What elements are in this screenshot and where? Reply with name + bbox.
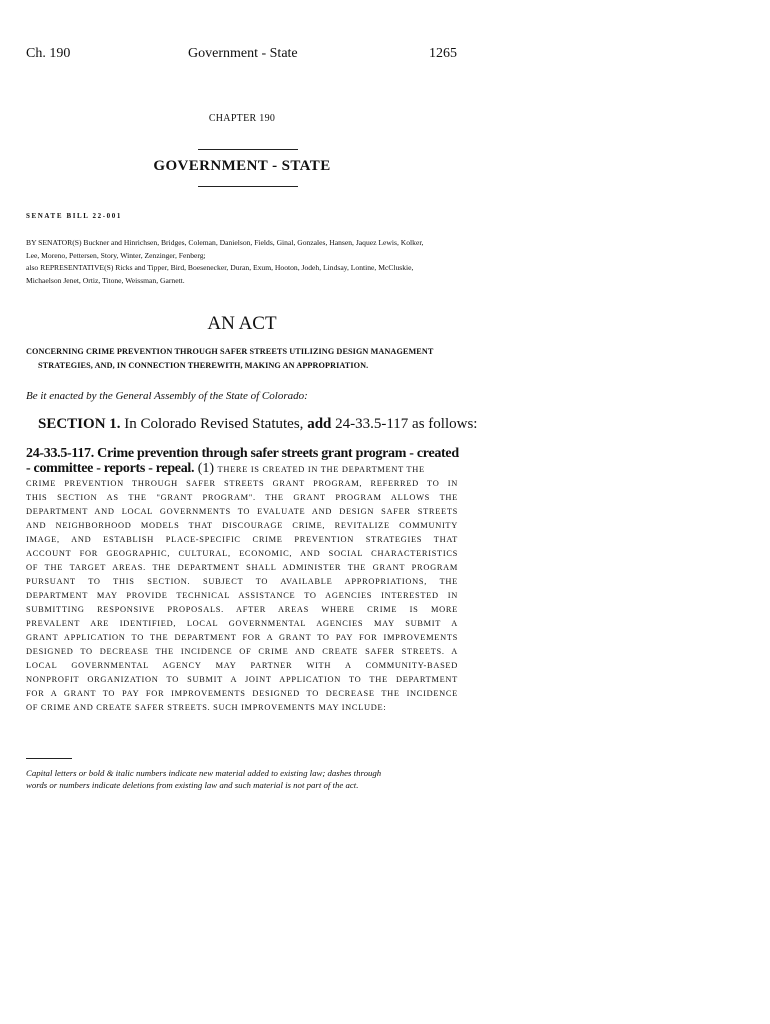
footnote-line: Capital letters or bold & italic numbers indicate new material added to existing law; dashes through: [26, 768, 382, 778]
enacting-clause: Be it enacted by the General Assembly of the State of Colorado:: [26, 390, 308, 402]
running-header-subject: Government - State: [188, 46, 298, 61]
statute-body-line: AND NEIGHBORHOOD MODELS THAT DISCOURAGE CRIME, REVITALIZE COMMUNITY: [26, 521, 458, 530]
subsection-number: (1): [194, 461, 218, 476]
running-header-chapter: Ch. 190: [26, 46, 71, 61]
section-text-before: In Colorado Revised Statutes,: [120, 416, 308, 432]
statute-body-line: DEPARTMENT AND LOCAL GOVERNMENTS TO EVALUATE AND DESIGN SAFER STREETS: [26, 507, 458, 516]
concerning-line: STRATEGIES, AND, IN CONNECTION THEREWITH, MAKING AN APPROPRIATION.: [38, 360, 369, 370]
statute-text: [26, 446, 458, 715]
statute-body-line: PREVALENT ARE IDENTIFIED, LOCAL GOVERNMENTAL AGENCIES MAY SUBMIT A: [26, 619, 458, 628]
title-rule-top: [198, 149, 298, 150]
statute-body: [26, 477, 458, 715]
statute-heading-line: [26, 461, 458, 477]
statute-body-line: NONPROFIT ORGANIZATION TO SUBMIT A JOINT APPLICATION TO THE DEPARTMENT: [26, 675, 458, 684]
section-text-after: 24-33.5-117 as follows:: [331, 416, 478, 432]
statute-body-line: OF THE TARGET AREAS. THE DEPARTMENT SHALL ADMINISTER THE GRANT PROGRAM: [26, 563, 458, 572]
statute-heading-cont: - committee - reports - repeal.: [26, 461, 195, 476]
statute-body-line: OF CRIME AND CREATE SAFER STREETS. SUCH IMPROVEMENTS MAY INCLUDE:: [26, 703, 387, 712]
footnote: [26, 767, 456, 791]
section-label: SECTION 1.: [38, 416, 121, 432]
statute-heading: 24-33.5-117. Crime prevention through safer streets grant program - created: [26, 446, 459, 461]
statute-body-first: THERE IS CREATED IN THE DEPARTMENT THE: [217, 465, 425, 474]
sponsors-block: [26, 237, 464, 287]
statute-heading-line: [26, 446, 458, 461]
statute-body-line: GRANT APPLICATION TO THE DEPARTMENT FOR A GRANT TO PAY FOR IMPROVEMENTS: [26, 633, 458, 642]
statute-body-line: CRIME PREVENTION THROUGH SAFER STREETS GRANT PROGRAM, REFERRED TO IN: [26, 479, 458, 488]
statute-body-line: SUBMITTING RESPONSIVE PROPOSALS. AFTER AREAS WHERE CRIME IS MORE: [26, 605, 458, 614]
title-rule-bottom: [198, 186, 298, 187]
page-number: 1265: [429, 46, 457, 61]
statute-body-line: FOR A GRANT TO PAY FOR IMPROVEMENTS DESIGNED TO DECREASE THE INCIDENCE: [26, 689, 458, 698]
sponsors-line: Michaelson Jenet, Ortiz, Titone, Weissman, Garnett.: [26, 275, 185, 285]
statute-body-line: PURSUANT TO THIS SECTION. SUBJECT TO AVAILABLE APPROPRIATIONS, THE: [26, 577, 458, 586]
footnote-rule: [26, 758, 72, 759]
sponsors-line: Lee, Moreno, Pettersen, Story, Winter, Zenzinger, Fenberg;: [26, 250, 206, 260]
act-heading: AN ACT: [207, 313, 277, 334]
statute-body-line: LOCAL GOVERNMENTAL AGENCY MAY PARTNER WITH A COMMUNITY-BASED: [26, 661, 458, 670]
concerning-clause: [26, 345, 466, 372]
footnote-line: words or numbers indicate deletions from existing law and such material is not part of the act.: [26, 780, 359, 790]
section-action: add: [307, 416, 332, 432]
statute-body-line: IMAGE, AND ESTABLISH PLACE-SPECIFIC CRIME PREVENTION STRATEGIES THAT: [26, 535, 458, 544]
section-heading: [38, 416, 477, 433]
statute-body-line: THIS SECTION AS THE "GRANT PROGRAM". THE GRANT PROGRAM ALLOWS THE: [26, 493, 458, 502]
statute-body-line: DEPARTMENT MAY PROVIDE TECHNICAL ASSISTANCE TO AGENCIES INTERESTED IN: [26, 591, 458, 600]
sponsors-line: BY SENATOR(S) Buckner and Hinrichsen, Bridges, Coleman, Danielson, Fields, Ginal, Gonzales, Hansen, Jaquez Lewis, Kolker,: [26, 238, 424, 247]
chapter-label: CHAPTER 190: [208, 113, 276, 124]
bill-number: SENATE BILL 22-001: [26, 212, 122, 220]
concerning-line: CONCERNING CRIME PREVENTION THROUGH SAFER STREETS UTILIZING DESIGN MANAGEMENT: [26, 347, 434, 356]
sponsors-line: also REPRESENTATIVE(S) Ricks and Tipper, Bird, Boesenecker, Duran, Exum, Hooton, Jodeh, Lindsay, Lontine, McCluskie,: [26, 263, 414, 273]
statute-body-line: DESIGNED TO DECREASE THE INCIDENCE OF CRIME AND CREATE SAFER STREETS. A: [26, 647, 458, 656]
document-title: GOVERNMENT - STATE: [153, 158, 331, 174]
statute-body-line: ACCOUNT FOR GEOGRAPHIC, CULTURAL, ECONOMIC, AND SOCIAL CHARACTERISTICS: [26, 549, 458, 558]
